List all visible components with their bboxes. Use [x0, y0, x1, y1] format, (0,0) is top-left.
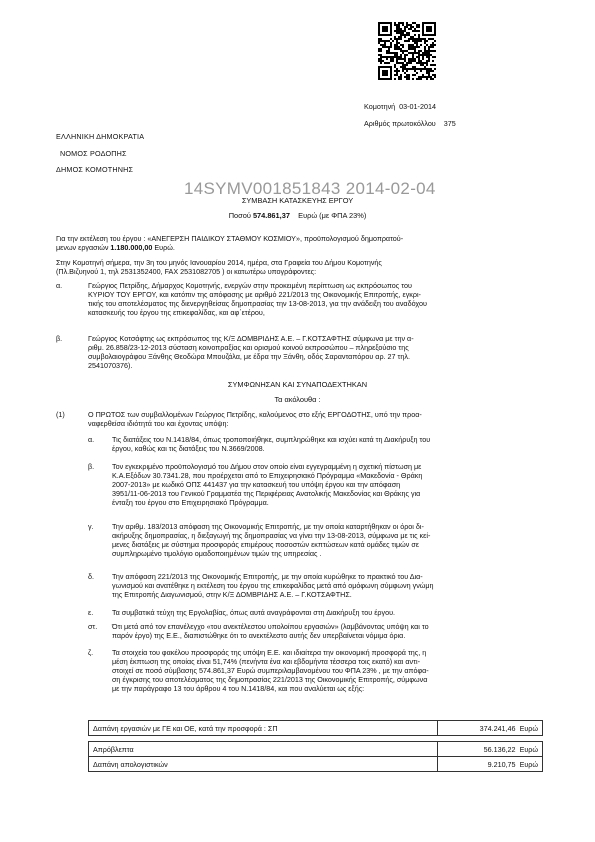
item-d-line: γωνισμού και ανατέθηκε η εκτέλεση του έργου της επικεφαλίδας μετά από ομόφωνη σύμφωνη γνώμη [112, 581, 434, 590]
protocol-value: 375 [443, 119, 456, 128]
intro-line: Στην Κομοτηνή σήμερα, την 3η του μηνός Ιανουαρίου 2014, ημέρα, στα Γραφεία του Δήμου Κομοτηνής [56, 258, 382, 267]
table-row [89, 742, 543, 757]
intro-text: Ευρώ. [154, 243, 175, 252]
item-a-text [112, 435, 543, 453]
item-b-line: Κ.Α.Εξόδων 30.7341.28, που προέρχεται από το Επιχειρησιακό Πρόγραμμα «Μακεδονία - Θράκη [112, 471, 423, 480]
party-a-label: α. [56, 281, 63, 290]
intro-paragraph-1 [56, 234, 544, 252]
item-g-line: Τα στοιχεία του φακέλου προσφοράς της υπόψη Ε.Ε. και ιδιαίτερα την οικονομική προσφορά της, η [112, 648, 427, 657]
item-c-line: Την αριθμ. 183/2013 απόφαση της Οικονομικής Επιτροπής, με την οποία καταρτήθηκαν οι όροι δι- [112, 522, 424, 531]
amount-label: Ποσού [228, 211, 251, 220]
item-d-line: της Επιτροπής Διαγωνισμού, στην Κ/Ξ ΔΟΜΒΡΙΔΗΣ Α.Ε. – Γ.ΚΟΤΣΑΦΤΗΣ. [112, 590, 352, 599]
intro-line [56, 243, 544, 252]
item-c-line: μενες διατάξεις με σύστημα προσφοράς επιμέρους ποσοστών εκπτώσεων κατά ομάδες τιμών σε [112, 540, 419, 549]
amount-unit: Ευρώ [519, 723, 538, 733]
clause-1-text [88, 410, 543, 428]
party-b-line-1: Γεώργιος Κοτσάφτης ως εκπρόσωπος της Κ/Ξ ΔΟΜΒΡΙΔΗΣ Α.Ε. – Γ.ΚΟΤΣΑΦΤΗΣ σύμφωνα με την α- [88, 334, 414, 343]
item-e-text [112, 608, 543, 617]
item-b-line: ένταξη του έργου στο Επιχειρησιακό Πρόγραμμα. [112, 498, 269, 507]
item-b-label: β. [88, 462, 95, 471]
item-c-line: συμπληρωμένο τιμολόγιο ομαδοποιημένων τιμών της υπηρεσίας . [112, 549, 322, 558]
date-value: 03-01-2014 [399, 102, 436, 111]
clause-1-line-1: Ο ΠΡΩΤΟΣ των συμβαλλομένων Γεώργιος Πετρίδης, καλούμενος στο εξής ΕΡΓΟΔΟΤΗΣ, υπό την προα- [88, 410, 422, 419]
following-title: Τα ακόλουθα : [274, 395, 321, 404]
org-line-municipality: ΔΗΜΟΣ ΚΟΜΟΤΗΝΗΣ [56, 165, 134, 174]
item-a-label: α. [88, 435, 95, 444]
cost-label: Δαπάνη απολογιστικών [89, 757, 438, 772]
party-a-line-4: κατασκευής του έργου της επικεφαλίδας, και αφ΄ετέρου, [88, 308, 265, 317]
qr-code [378, 22, 436, 80]
intro-text: μενων εργασιών [56, 243, 109, 252]
amount-value: 56.136,22 [483, 744, 516, 754]
amount-value: 574.861,37 [252, 211, 290, 220]
org-line-country: ΕΛΛΗΝΙΚΗ ΔΗΜΟΚΡΑΤΙΑ [56, 132, 145, 141]
party-a-line-2: ΚΥΡΙΟΥ ΤΟΥ ΕΡΓΟΥ, και κατόπιν της απόφασης με αριθμό 221/2013 της Οικονομικής Επιτροπής, εγκρι- [88, 290, 421, 299]
amount-value: 9.210,75 [487, 759, 516, 769]
item-a-line: Τις διατάξεις του Ν.1418/84, όπως τροποποιήθηκε, συμπληρώθηκε και ισχύει κατά τη Διακήρυξη του [112, 435, 431, 444]
intro-paragraph-2 [56, 258, 544, 276]
item-f-text [112, 622, 543, 640]
amount-value: 374.241,46 [479, 723, 516, 733]
contract-title: ΣΥΜΒΑΣΗ ΚΑΤΑΣΚΕΥΗΣ ΕΡΓΟΥ [241, 196, 354, 205]
party-b-label: β. [56, 334, 63, 343]
table-row [89, 757, 543, 772]
item-c-line: ακήρυξης δημοπρασίας, η διεξαγωγή της δημοπρασίας να γίνει την 13-08-2013, σύμφωνα με τις κεί- [112, 531, 431, 540]
amount-suffix: Ευρώ (με ΦΠΑ 23%) [298, 211, 367, 220]
date-label: Κομοτηνή [364, 102, 396, 111]
item-g-label: ζ. [88, 648, 94, 657]
cost-label: Απρόβλεπτα [89, 742, 438, 757]
cost-amount [438, 721, 543, 736]
item-g-line: στοιχεί σε ποσό σύμβασης 574.861,37 Ευρώ συμπεριλαμβανομένου του ΦΠΑ 23% , με την απόφα- [112, 666, 429, 675]
date-line [364, 102, 436, 111]
item-d-text [112, 572, 543, 599]
intro-line: Για την εκτέλεση του έργου : «ΑΝΕΓΕΡΣΗ ΠΑΙΔΙΚΟΥ ΣΤΑΘΜΟΥ ΚΟΣΜΙΟΥ», προϋπολογισμού δημοπρατού- [56, 234, 404, 243]
item-f-line: Ότι μετά από τον επανέλεγχο «του ανεκτέλεστου υπολοίπου εργασιών» (λαμβάνοντας υπόψη και το [112, 622, 429, 631]
item-b-line: 3951/11-06-2013 του Γενικού Γραμματέα της Περιφέρειας Ανατολικής Μακεδονίας και Θράκης για [112, 489, 421, 498]
party-a-line-1: Γεώργιος Πετρίδης, Δήμαρχος Κομοτηνής, ενεργών στην προκειμένη περίπτωση ως εκπρόσωπος του [88, 281, 412, 290]
party-a-line-3: τικής του αποτελέσματος της διενεργηθείσας δημοπρασίας την 13-08-2013, για την ανάδειξη του αναδόχου [88, 299, 427, 308]
clause-1-line-2: ναφερθείσα ιδιότητά του και έχοντας υπόψη: [88, 419, 229, 428]
party-b-line-4: 2541070376). [88, 361, 133, 370]
item-g-text [112, 648, 543, 693]
amount-unit: Ευρώ [519, 744, 538, 754]
cost-table [88, 720, 543, 772]
item-d-label: δ. [88, 572, 94, 581]
item-g-line: με την παράγραφο 13 του άρθρου 4 του Ν.1418/84, και που αναλύεται ως εξής: [112, 684, 365, 693]
contract-amount-line [0, 211, 595, 220]
cost-amount [438, 742, 543, 757]
org-line-prefecture: ΝΟΜΟΣ ΡΟΔΟΠΗΣ [60, 149, 127, 158]
party-b-line-2: ριθμ. 26.858/23-12-2013 σύσταση κοινοπραξίας και ορισμού κοινού εκπροσώπου – πληρεξούσιο της [88, 343, 409, 352]
item-g-line: μέση έκπτωση της οποίας είναι 51,74% (πενήντα ένα και εβδομήντα τέσσερα τοις εκατό) και αντι- [112, 657, 420, 666]
cost-amount [438, 757, 543, 772]
item-f-line: παρόν έργο) της Ε.Ε., διαπιστώθηκε ότι το ανεκτέλεστο αυτής δεν υπερβαίνεται νόμιμα όρια. [112, 631, 406, 640]
party-a-text [88, 281, 543, 317]
ada-stamp: 14SYMV001851843 2014-02-04 [184, 179, 436, 198]
amount-unit: Ευρώ [519, 759, 538, 769]
item-g-line: ση έγκρισης του αποτελέσματος της δημοπρασίας 221/2013 της Οικονομικής Επιτροπής, σύμφωνα [112, 675, 428, 684]
cost-label: Δαπάνη εργασιών με ΓΕ και ΟΕ, κατά την προσφορά : ΣΠ [89, 721, 438, 736]
item-d-line: Την απόφαση 221/2013 της Οικονομικής Επιτροπής, με την οποία κυρώθηκε το πρακτικό του Δια- [112, 572, 423, 581]
item-b-line: Τον εγκεκριμένο προϋπολογισμό του Δήμου στον οποίο είναι εγγεγραμμένη η σχετική πίστωση με [112, 462, 422, 471]
budget-amount: 1.180.000,00 [110, 243, 153, 252]
item-f-label: στ. [88, 622, 98, 631]
protocol-label: Αριθμός πρωτοκόλλου [364, 119, 436, 128]
item-b-line: 2007-2013» με κωδικό ΟΠΣ 441437 για την κατασκευή του υπόψη έργου και την απόφαση [112, 480, 401, 489]
intro-line: (Πλ.Βιζυηνού 1, τηλ 2531352400, FAX 2531082705 ) οι κατωτέρω υπογράφοντες: [56, 267, 317, 276]
item-c-text [112, 522, 543, 558]
item-e-line: Τα συμβατικά τεύχη της Εργολαβίας, όπως αυτά αναγράφονται στη Διακήρυξη του έργου. [112, 608, 396, 617]
agreed-title: ΣΥΜΦΩΝΗΣΑΝ ΚΑΙ ΣΥΝΑΠΟΔΕΧΤΗΚΑΝ [227, 380, 368, 389]
item-e-label: ε. [88, 608, 94, 617]
item-a-line: έργου, καθώς και τις διατάξεις του Ν.3669/2008. [112, 444, 265, 453]
party-b-text [88, 334, 543, 370]
table-row [89, 721, 543, 736]
item-b-text [112, 462, 543, 507]
item-c-label: γ. [88, 522, 94, 531]
protocol-line [364, 119, 456, 128]
party-b-line-3: συμβολαιογράφου Ξάνθης Θεοδώρα Μπουζάλα, με έδρα την Ξάνθη, οδός Σαρανταπόρου αρ. 27 τηλ. [88, 352, 410, 361]
clause-1-number: (1) [56, 410, 65, 419]
